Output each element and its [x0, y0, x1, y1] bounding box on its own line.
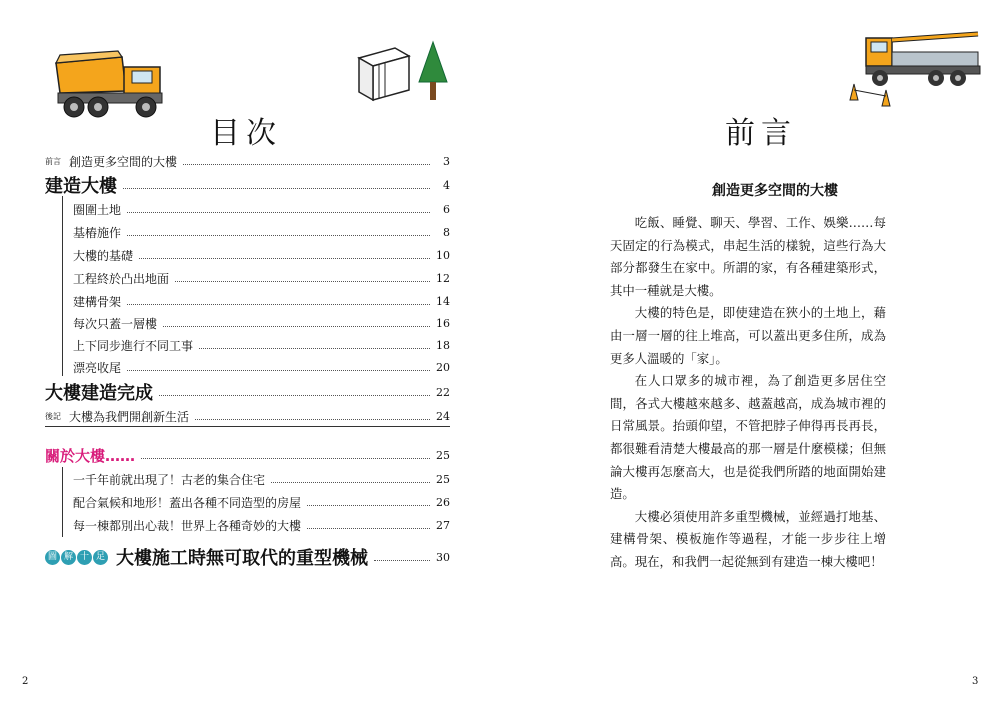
toc-entry[interactable] [45, 290, 450, 312]
page-number: 2 [22, 676, 29, 687]
toc-entry-special[interactable] [45, 544, 450, 570]
right-page [500, 0, 1000, 707]
toc-label: 大樓建造完成 [45, 383, 153, 404]
toc-entry-section[interactable] [45, 174, 450, 196]
badge-char: 解 [61, 550, 76, 565]
feature-badge [45, 550, 108, 565]
toc-label: 建構骨架 [73, 294, 122, 309]
toc-page: 25 [436, 448, 450, 462]
toc-label: 配合氣候和地形！蓋出各種不同造型的房屋 [73, 495, 302, 510]
toc-label: 一千年前就出現了！古老的集合住宅 [73, 472, 266, 487]
toc-page: 3 [443, 154, 450, 168]
toc-label: 上下同步進行不同工事 [73, 338, 194, 353]
toc-entry[interactable] [45, 221, 450, 243]
toc-entry[interactable] [45, 514, 450, 536]
dump-truck-illustration [52, 45, 170, 125]
toc-label: 基樁施作 [73, 225, 122, 240]
toc-page: 24 [436, 409, 450, 423]
toc-label: 漂亮收尾 [73, 360, 122, 375]
preface-subtitle: 創造更多空間的大樓 [712, 183, 838, 199]
toc-label: 大樓的基礎 [73, 248, 134, 263]
toc-entry[interactable] [45, 334, 450, 356]
toc-entry-section[interactable] [45, 381, 450, 403]
paragraph: 大樓的特色是，即使建造在狹小的土地上，藉由一層一層的往上堆高，可以蓋出更多住所，成為更多人溫暖的「家」。 [610, 305, 886, 366]
toc-page: 14 [436, 294, 450, 308]
toc-label: 建造大樓 [45, 176, 117, 197]
toc-entry[interactable] [45, 267, 450, 289]
toc-entry[interactable] [45, 312, 450, 334]
preface-body [610, 212, 886, 574]
toc-page: 18 [436, 338, 450, 352]
toc-label: 大樓施工時無可取代的重型機械 [116, 548, 368, 569]
toc-label: 每一棟都別出心裁！世界上各種奇妙的大樓 [73, 518, 302, 533]
toc-page: 22 [436, 385, 450, 399]
toc-page: 27 [436, 518, 450, 532]
toc-entry[interactable] [45, 244, 450, 266]
toc-entry[interactable] [45, 198, 450, 220]
toc-page: 6 [443, 202, 450, 216]
toc-page: 12 [436, 271, 450, 285]
toc-label: 關於大樓…… [45, 446, 136, 465]
page-number: 3 [972, 676, 979, 687]
building-tree-illustration [355, 40, 455, 106]
toc-label: 每次只蓋一層樓 [73, 316, 158, 331]
toc-title: 目次 [210, 116, 282, 151]
toc-tag: 後記 [45, 411, 61, 421]
toc-page: 26 [436, 495, 450, 509]
toc-page: 8 [443, 225, 450, 239]
toc-page: 16 [436, 316, 450, 330]
toc-page: 25 [436, 472, 450, 486]
toc-page: 10 [436, 248, 450, 262]
toc-label: 工程終於凸出地面 [73, 271, 170, 286]
toc-entry[interactable] [45, 356, 450, 378]
toc-label: 大樓為我們開創新生活 [69, 409, 190, 424]
toc-label: 創造更多空間的大樓 [69, 154, 178, 169]
toc-entry-about[interactable] [45, 444, 450, 466]
toc-entry[interactable] [45, 491, 450, 513]
badge-char: 十 [77, 550, 92, 565]
toc-label: 圈圍土地 [73, 202, 122, 217]
toc-page: 30 [436, 550, 450, 564]
paragraph: 吃飯、睡覺、聊天、學習、工作、娛樂……每天固定的行為模式，串起生活的樣貌，這些行為大部分都發生在家中。所謂的家，有各種建築形式，其中一種就是大樓。 [610, 215, 886, 298]
toc-entry[interactable] [45, 468, 450, 490]
paragraph: 在人口眾多的城市裡，為了創造更多居住空間，各式大樓越來越多、越蓋越高，成為城市裡的日常風景。抬頭仰望，不管把脖子伸得再長再長，都很難看清楚大樓最高的那一層是什麼模樣；但無論大樓再怎麼高大，也是從我們所踏的地面開始建造。 [610, 373, 886, 502]
paragraph: 大樓必須使用許多重型機械，並經過打地基、建構骨架、模板施作等過程，才能一步步往上增高。現在，和我們一起從無到有建造一棟大樓吧！ [610, 508, 886, 569]
toc-page: 4 [443, 178, 450, 192]
preface-title: 前言 [725, 116, 797, 151]
badge-char: 圖 [45, 550, 60, 565]
crane-truck-illustration [840, 20, 990, 110]
toc-entry-afterword[interactable] [45, 405, 450, 427]
badge-char: 足 [93, 550, 108, 565]
toc-tag: 前言 [45, 156, 61, 166]
toc-entry-preface[interactable] [45, 150, 450, 172]
toc-page: 20 [436, 360, 450, 374]
